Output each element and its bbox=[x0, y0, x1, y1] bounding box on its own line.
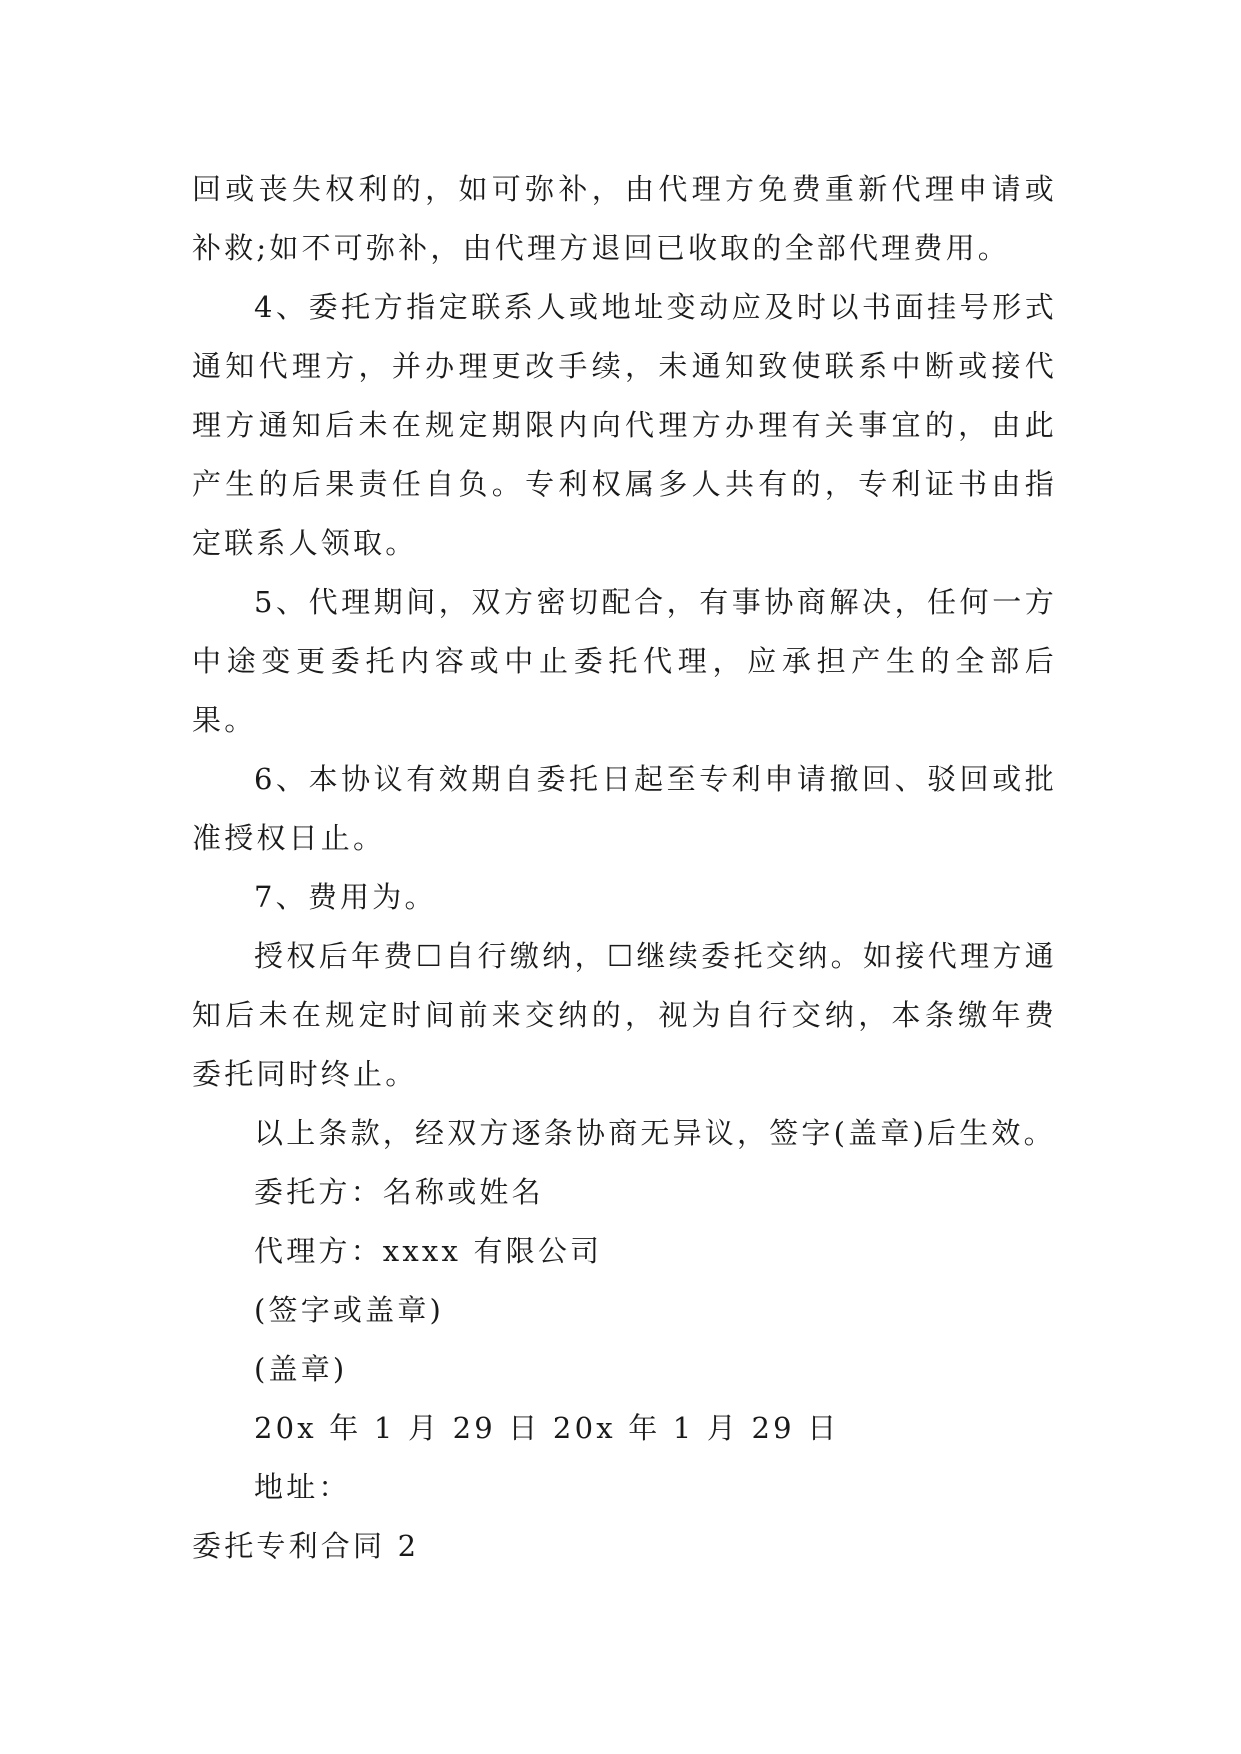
address-line: 地址： bbox=[254, 1470, 351, 1504]
document-body bbox=[192, 160, 1057, 1576]
clause-5: 5、代理期间，双方密切配合，有事协商解决，任何一方中途变更委托内容或中止委托代理，应承担产生的全部后果。 bbox=[192, 585, 1057, 737]
next-contract-heading: 委托专利合同 2 bbox=[192, 1529, 420, 1563]
client-line: 委托方：名称或姓名 bbox=[254, 1175, 544, 1209]
clause-4: 4、委托方指定联系人或地址变动应及时以书面挂号形式通知代理方，并办理更改手续，未通知致使联系中断或接代理方通知后未在规定期限内向代理方办理有关事宜的，由此产生的后果责任自负。专利权属多人共有的，专利证书由指定联系人领取。 bbox=[192, 290, 1057, 560]
seal-label: (盖章) bbox=[254, 1352, 348, 1386]
paragraph-continued: 回或丧失权利的，如可弥补，由代理方免费重新代理申请或补救;如不可弥补，由代理方退回已收取的全部代理费用。 bbox=[192, 172, 1057, 265]
annual-fee-paragraph: 授权后年费☐自行缴纳，☐继续委托交纳。如接代理方通知后未在规定时间前来交纳的，视为自行交纳，本条缴年费委托同时终止。 bbox=[192, 939, 1057, 1091]
sign-or-seal-label: (签字或盖章) bbox=[254, 1293, 445, 1327]
agent-line: 代理方：xxxx 有限公司 bbox=[254, 1234, 603, 1268]
agreement-line: 以上条款，经双方逐条协商无异议，签字(盖章)后生效。 bbox=[254, 1116, 1056, 1150]
clause-7: 7、费用为。 bbox=[254, 880, 437, 914]
date-line: 20x 年 1 月 29 日 20x 年 1 月 29 日 bbox=[254, 1411, 840, 1445]
clause-6: 6、本协议有效期自委托日起至专利申请撤回、驳回或批准授权日止。 bbox=[192, 762, 1057, 855]
